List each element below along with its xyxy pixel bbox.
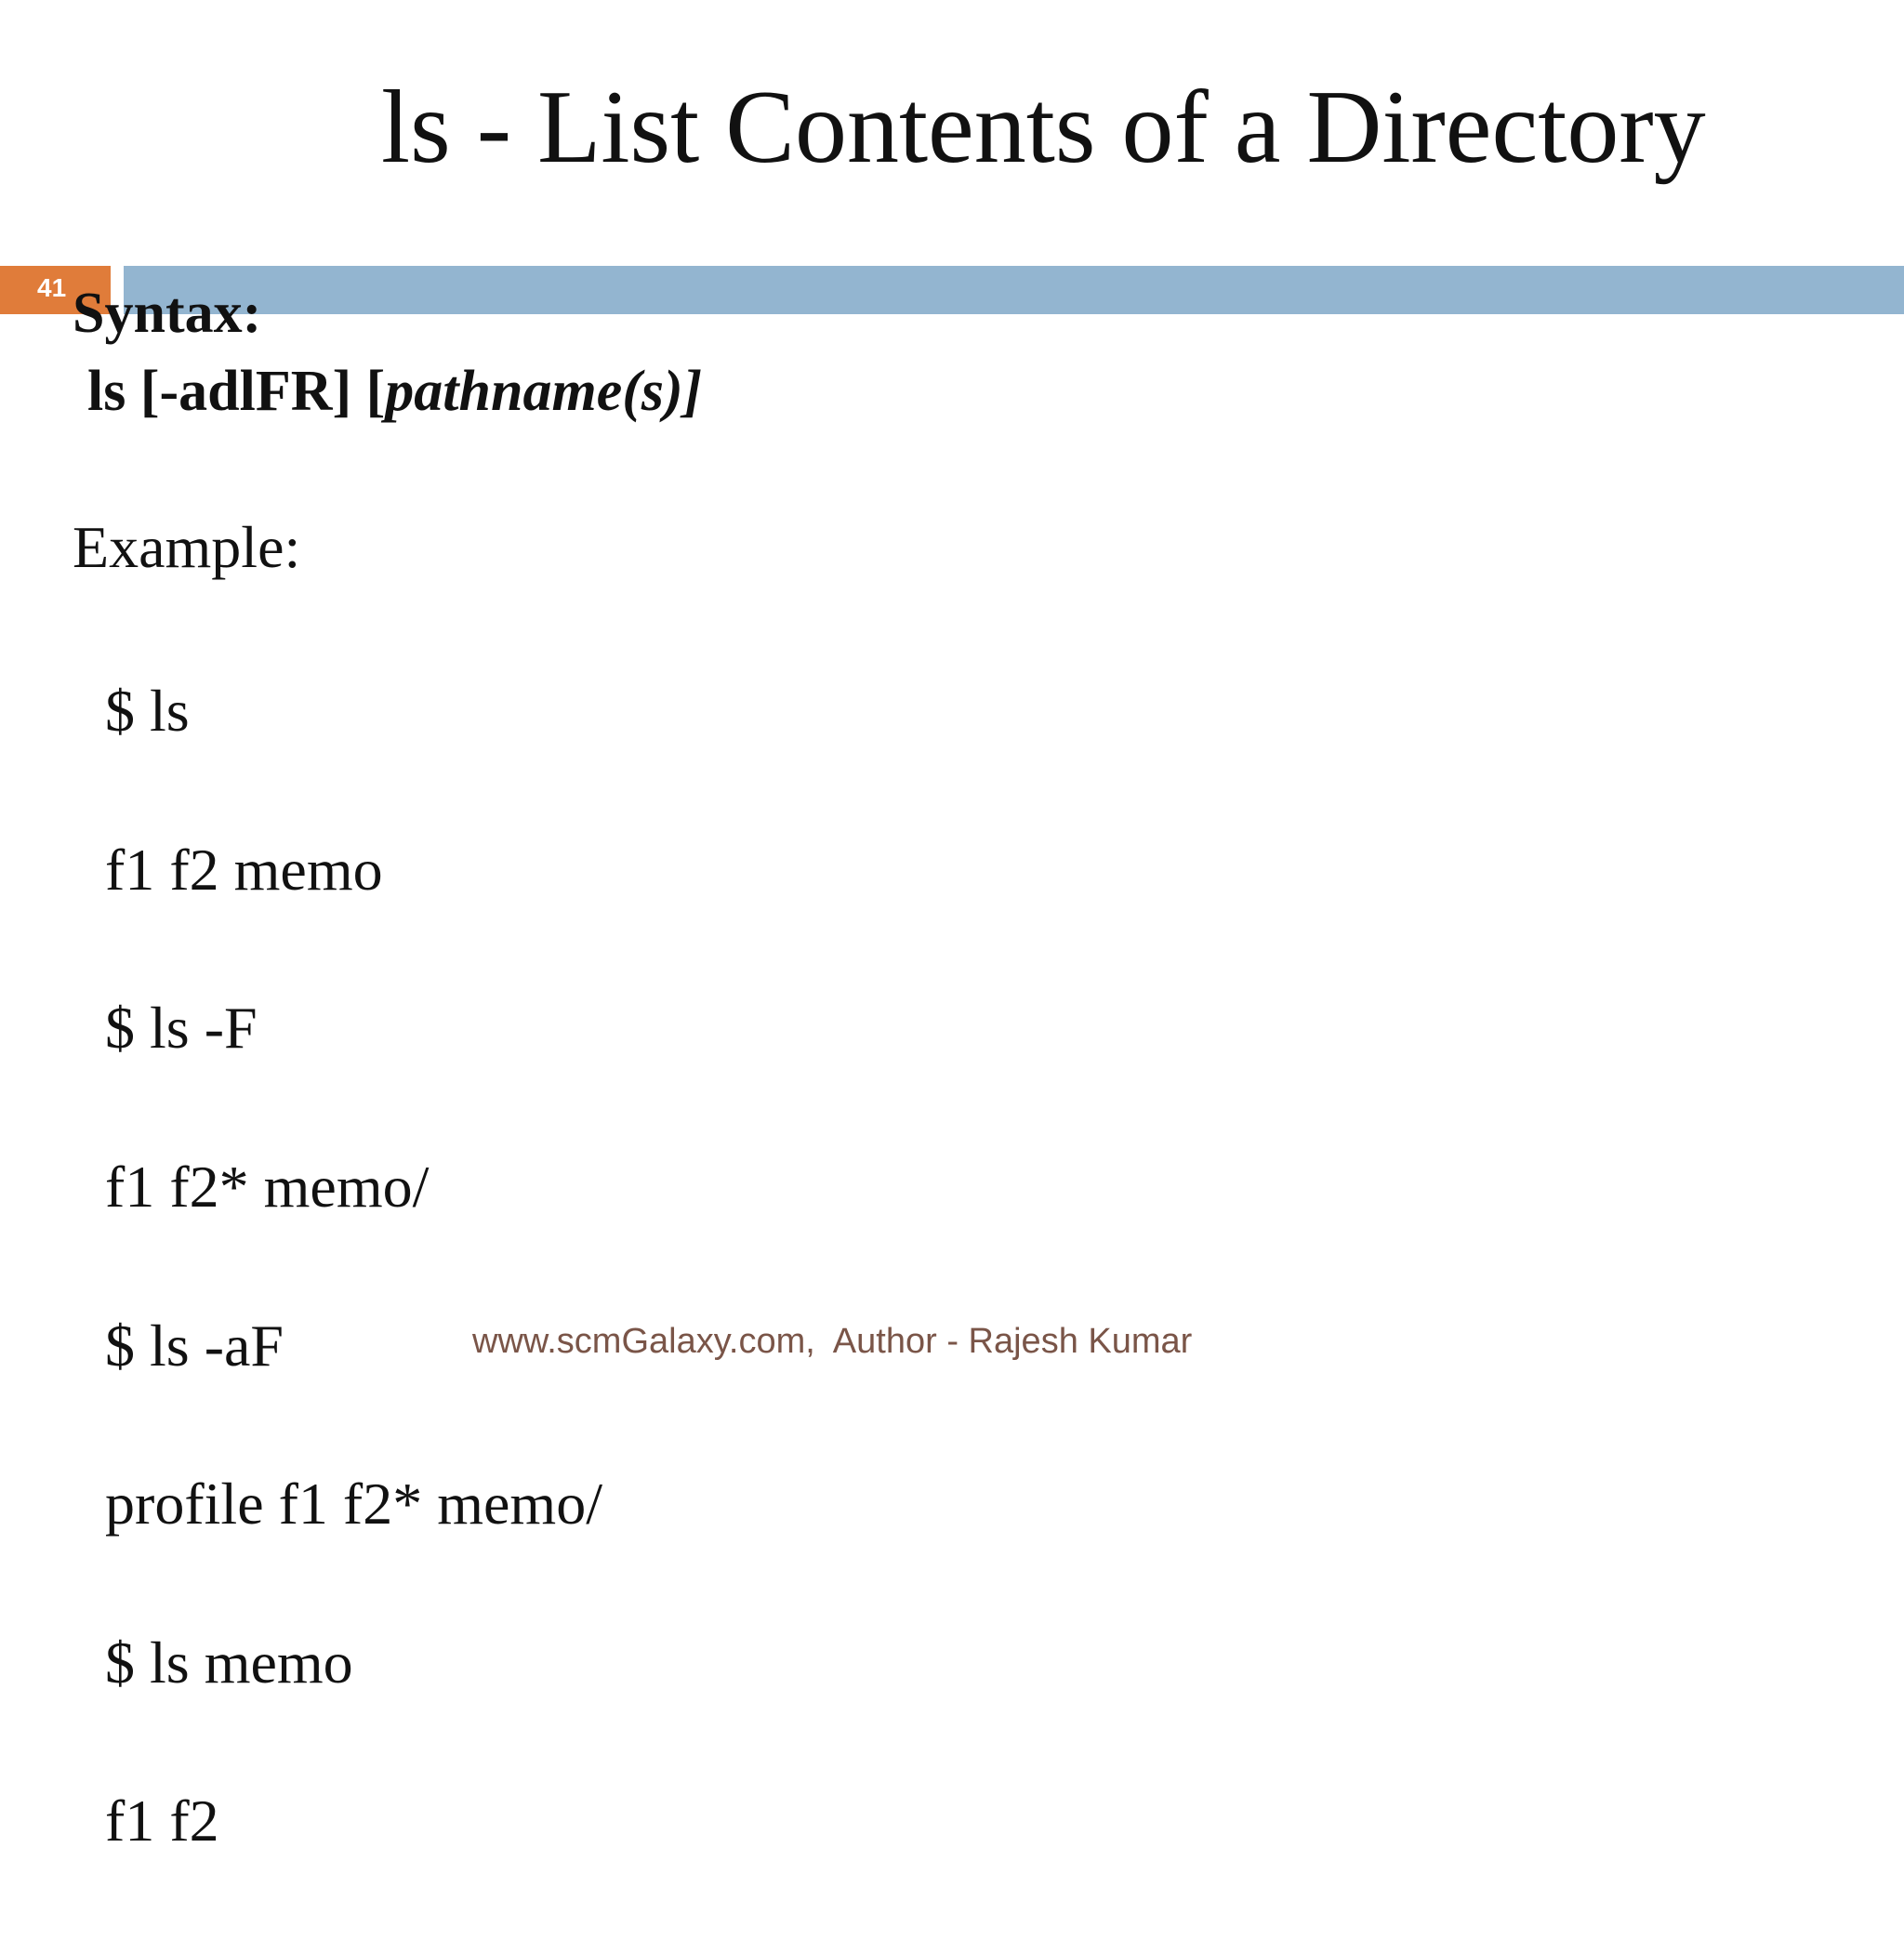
example-heading: Example: [73,514,301,580]
example-line: f1 f2 memo [105,836,383,903]
slide-title: ls - List Contents of a Directory [381,70,1706,185]
example-line: profile f1 f2* memo/ [105,1471,602,1537]
syntax-command [87,357,702,426]
example-line: f1 f2* memo/ [105,1154,430,1221]
slide-number: 41 [37,273,67,302]
syntax-command-argument: pathname(s)] [385,360,703,423]
example-line: $ ls -aF [105,1312,284,1379]
example-line: $ ls -F [105,995,258,1062]
example-line: $ ls [105,678,190,745]
title-accent-bar [124,266,1904,314]
example-line: $ ls memo [105,1629,353,1696]
example-block [105,592,602,1940]
syntax-heading: Syntax: [73,282,262,345]
slide-footer: www.scmGalaxy.com, Author - Rajesh Kumar [472,1322,1193,1361]
syntax-command-prefix: ls [-adlFR] [ [87,360,386,423]
example-line: f1 f2 [105,1788,219,1854]
